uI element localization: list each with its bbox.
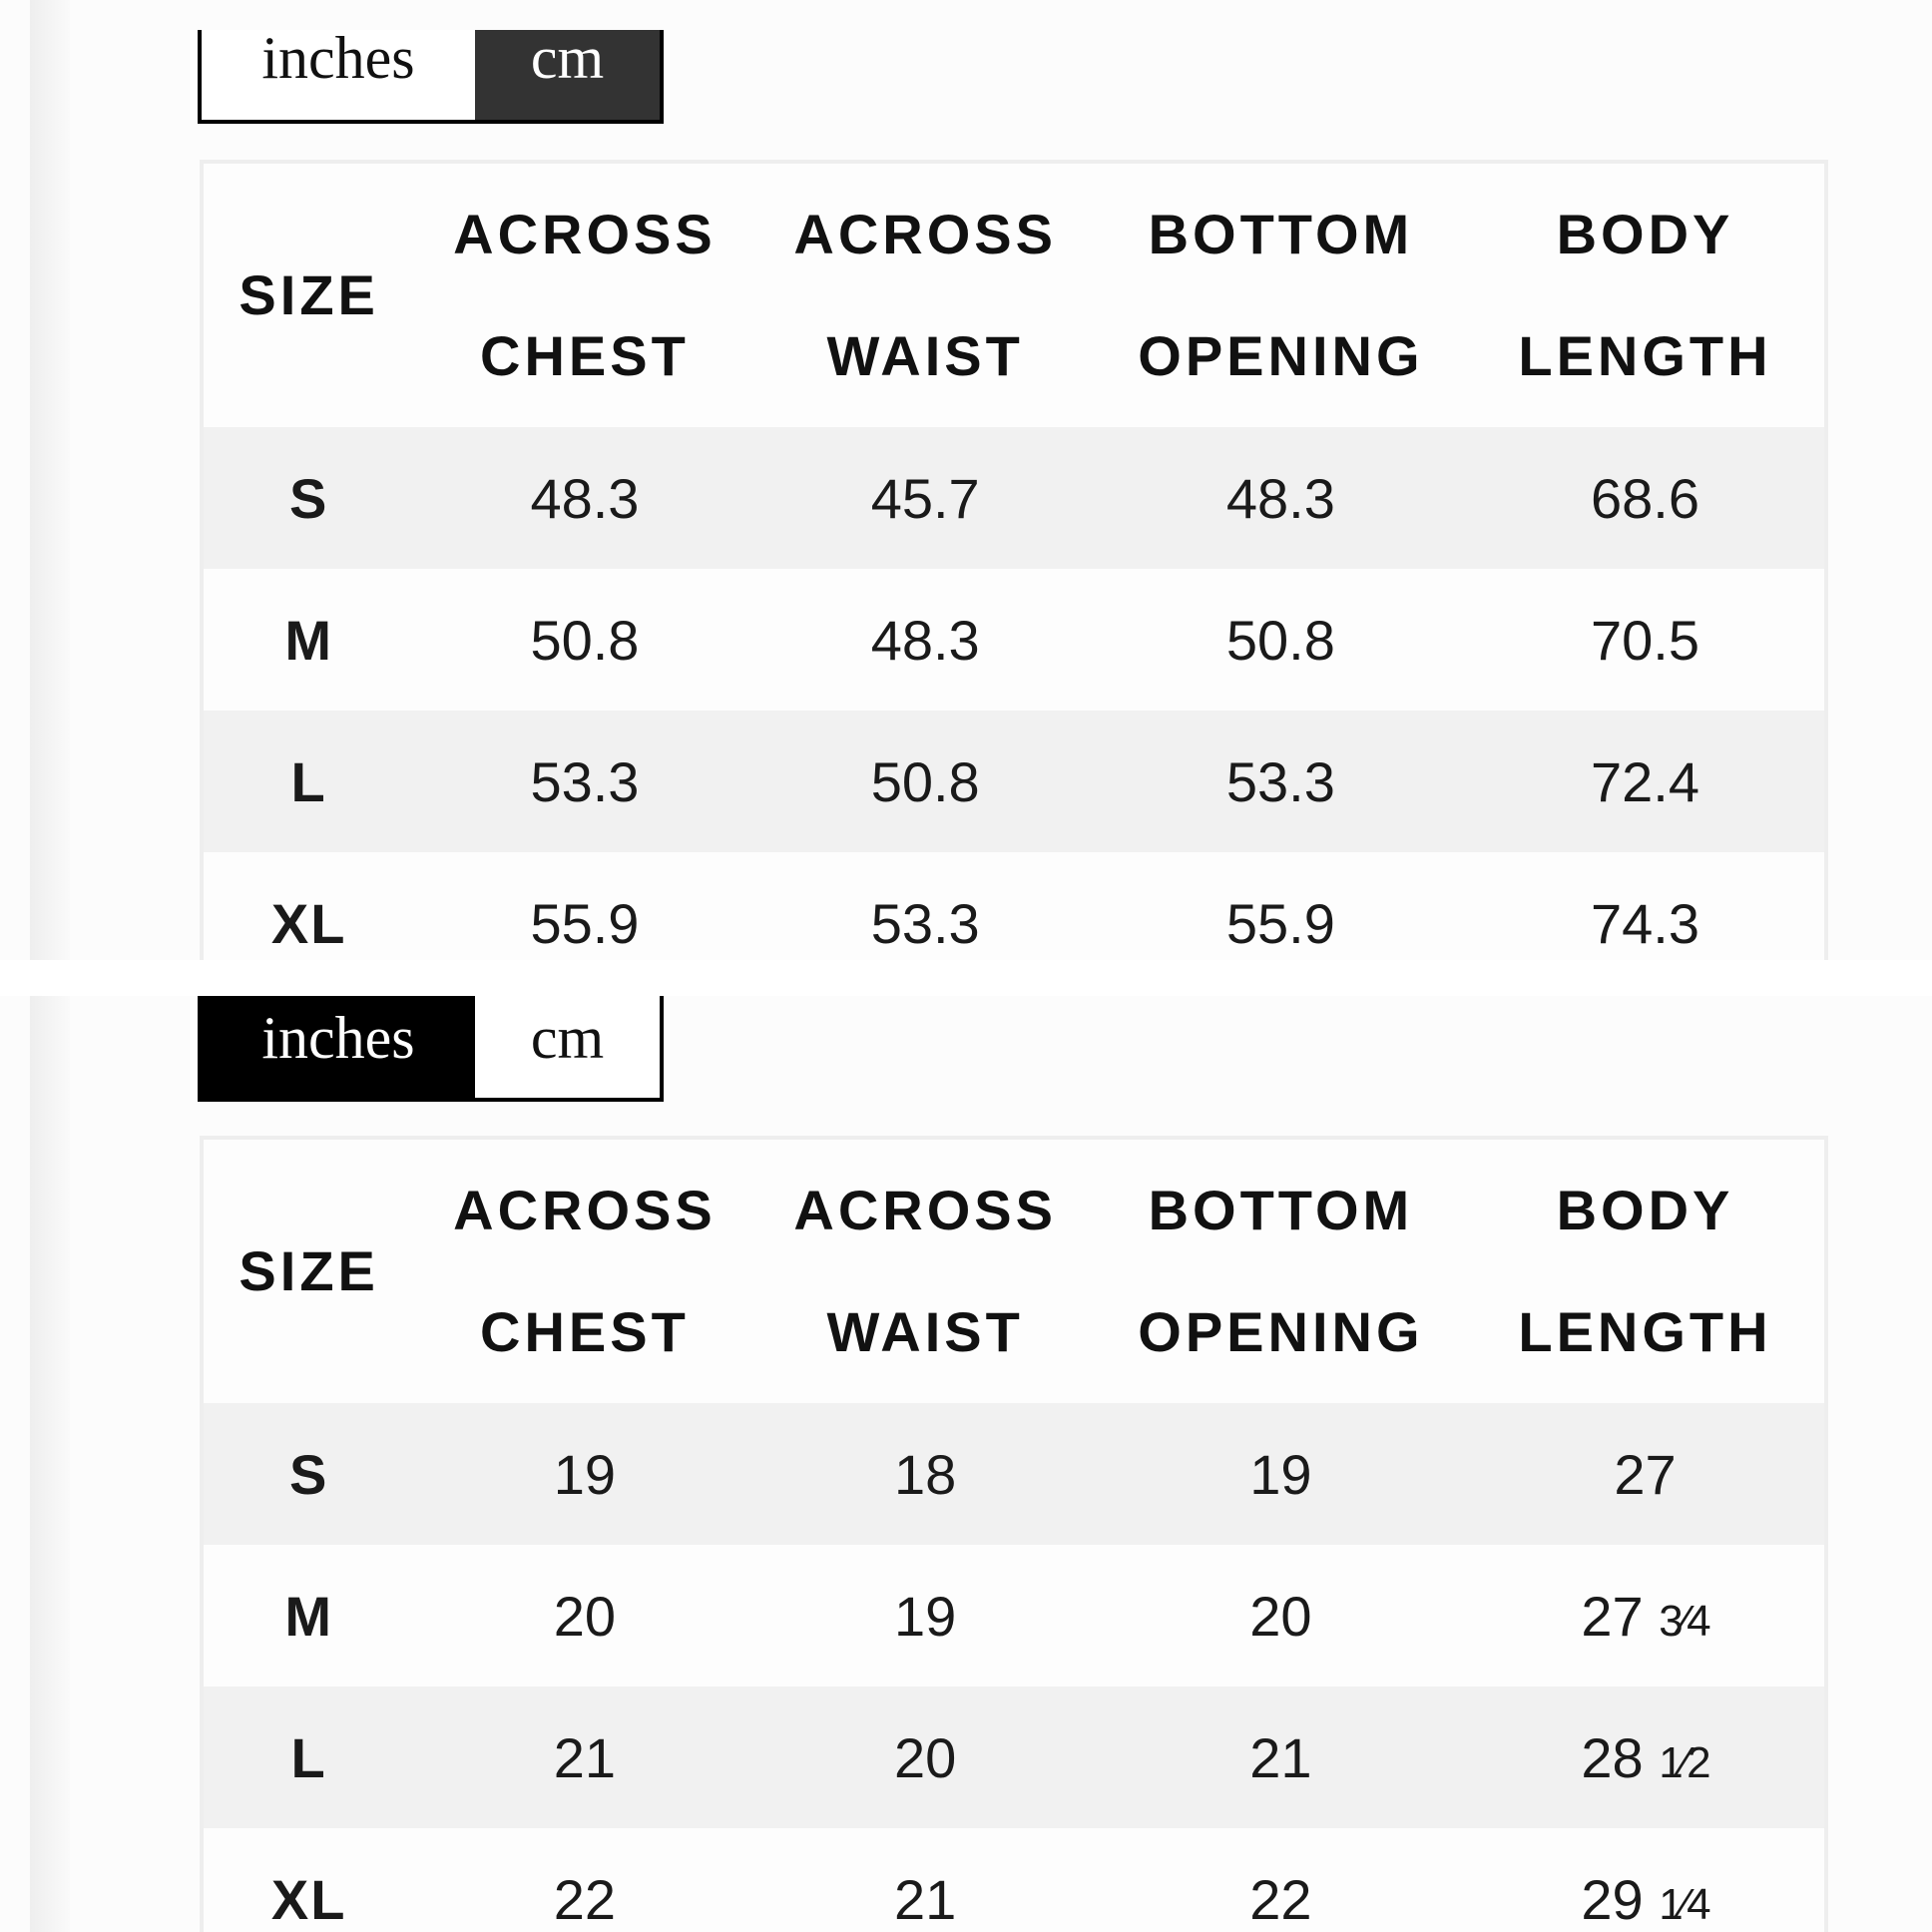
size-chart-cm-panel xyxy=(0,0,1932,960)
bottom-cell: 21 xyxy=(1096,1687,1466,1828)
unit-toggle xyxy=(198,24,664,124)
table-row xyxy=(202,1687,1826,1828)
table-row xyxy=(202,711,1826,852)
header-bottom-opening: BOTTOM OPENING xyxy=(1096,162,1466,427)
table-header-row xyxy=(202,1138,1826,1403)
cm-toggle-button[interactable]: cm xyxy=(475,996,660,1098)
bottom-cell: 20 xyxy=(1096,1545,1466,1687)
size-cell: M xyxy=(202,1545,414,1687)
length-cell: 70.5 xyxy=(1466,569,1826,711)
chest-cell: 20 xyxy=(414,1545,754,1687)
chest-cell: 55.9 xyxy=(414,852,754,960)
header-across-chest: ACROSS CHEST xyxy=(414,1138,754,1403)
header-across-chest: ACROSS CHEST xyxy=(414,162,754,427)
length-cell: 68.6 xyxy=(1466,427,1826,569)
header-size: SIZE xyxy=(202,162,414,427)
length-cell: 29 1⁄4 xyxy=(1466,1828,1826,1932)
size-table-cm xyxy=(200,160,1828,960)
table-header-row xyxy=(202,162,1826,427)
size-cell: S xyxy=(202,427,414,569)
bottom-cell: 55.9 xyxy=(1096,852,1466,960)
length-cell: 27 xyxy=(1466,1403,1826,1545)
panel-edge-shadow xyxy=(30,996,70,1932)
length-cell: 72.4 xyxy=(1466,711,1826,852)
waist-cell: 50.8 xyxy=(755,711,1096,852)
inches-toggle-button[interactable]: inches xyxy=(202,30,475,120)
header-size: SIZE xyxy=(202,1138,414,1403)
waist-cell: 45.7 xyxy=(755,427,1096,569)
chest-cell: 48.3 xyxy=(414,427,754,569)
chest-cell: 21 xyxy=(414,1687,754,1828)
size-cell: M xyxy=(202,569,414,711)
chest-cell: 53.3 xyxy=(414,711,754,852)
table-row xyxy=(202,1545,1826,1687)
size-chart-inches-panel xyxy=(0,996,1932,1932)
table-row xyxy=(202,569,1826,711)
table-row xyxy=(202,1828,1826,1932)
unit-toggle xyxy=(198,996,664,1102)
waist-cell: 48.3 xyxy=(755,569,1096,711)
header-across-waist: ACROSS WAIST xyxy=(755,162,1096,427)
table-row xyxy=(202,1403,1826,1545)
chest-cell: 19 xyxy=(414,1403,754,1545)
bottom-cell: 19 xyxy=(1096,1403,1466,1545)
waist-cell: 19 xyxy=(755,1545,1096,1687)
table-row xyxy=(202,427,1826,569)
chest-cell: 50.8 xyxy=(414,569,754,711)
header-body-length: BODY LENGTH xyxy=(1466,162,1826,427)
size-cell: L xyxy=(202,1687,414,1828)
bottom-cell: 53.3 xyxy=(1096,711,1466,852)
chest-cell: 22 xyxy=(414,1828,754,1932)
inches-toggle-button[interactable]: inches xyxy=(202,996,475,1098)
header-body-length: BODY LENGTH xyxy=(1466,1138,1826,1403)
waist-cell: 53.3 xyxy=(755,852,1096,960)
waist-cell: 21 xyxy=(755,1828,1096,1932)
panel-edge-shadow xyxy=(30,0,70,960)
size-cell: S xyxy=(202,1403,414,1545)
bottom-cell: 22 xyxy=(1096,1828,1466,1932)
header-bottom-opening: BOTTOM OPENING xyxy=(1096,1138,1466,1403)
waist-cell: 18 xyxy=(755,1403,1096,1545)
size-cell: XL xyxy=(202,1828,414,1932)
size-cell: L xyxy=(202,711,414,852)
bottom-cell: 48.3 xyxy=(1096,427,1466,569)
table-row xyxy=(202,852,1826,960)
waist-cell: 20 xyxy=(755,1687,1096,1828)
bottom-cell: 50.8 xyxy=(1096,569,1466,711)
size-cell: XL xyxy=(202,852,414,960)
length-cell: 27 3⁄4 xyxy=(1466,1545,1826,1687)
length-cell: 28 1⁄2 xyxy=(1466,1687,1826,1828)
size-table-inches xyxy=(200,1136,1828,1932)
cm-toggle-button[interactable]: cm xyxy=(475,30,660,120)
header-across-waist: ACROSS WAIST xyxy=(755,1138,1096,1403)
length-cell: 74.3 xyxy=(1466,852,1826,960)
